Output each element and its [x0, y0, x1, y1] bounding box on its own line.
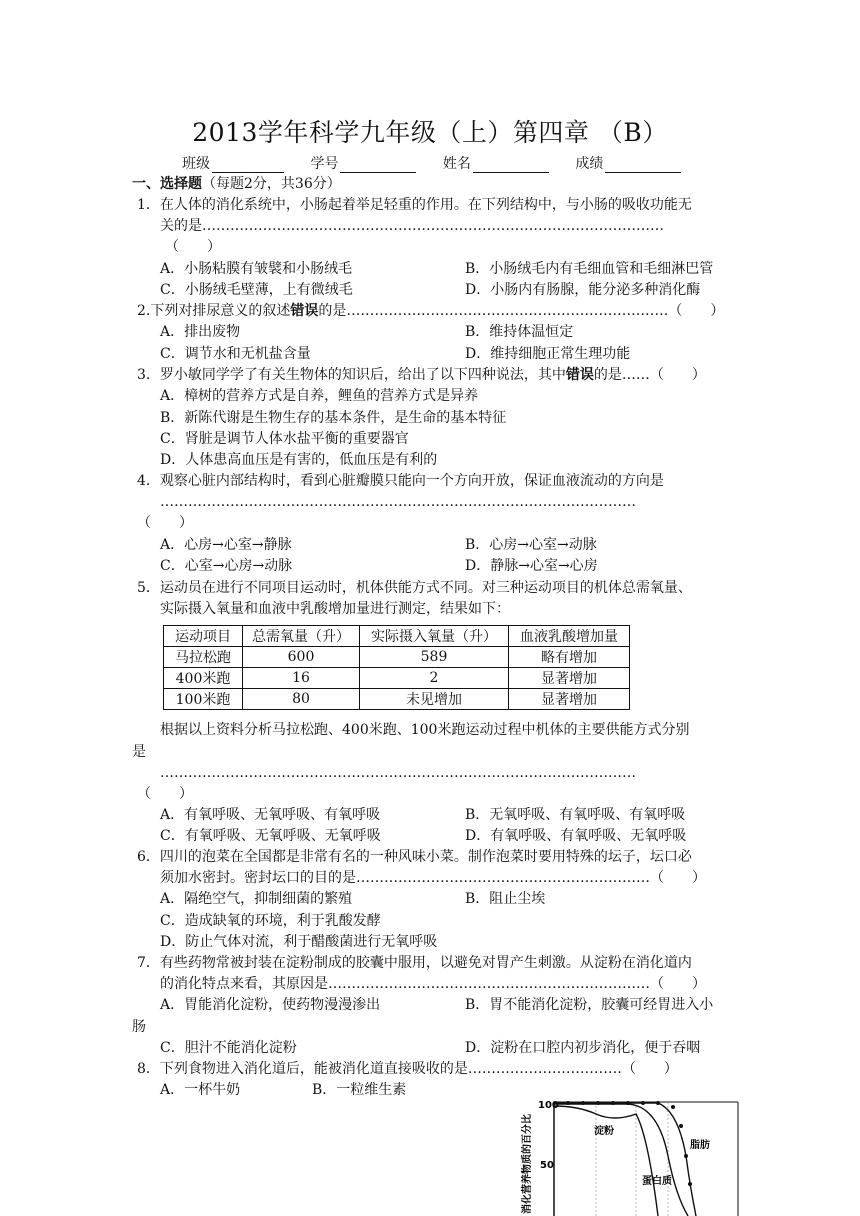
q6-option-c[interactable]: C．造成缺氧的环境，利于乳酸发酵 [160, 913, 381, 929]
fat-marker [684, 1154, 688, 1158]
q3-stem [137, 366, 706, 384]
q5-option-d[interactable]: D．有氧呼吸、有氧呼吸、无氧呼吸 [465, 828, 687, 844]
q3-option-c[interactable]: C．肾脏是调节人体水盐平衡的重要器官 [160, 431, 409, 447]
table-cell: 未见增加 [360, 689, 509, 710]
chart-ylabel: 消化营养物质的百分比 [522, 1114, 533, 1214]
fat-marker [688, 1182, 692, 1186]
table-cell: 100米跑 [164, 689, 243, 710]
q5-answer-bracket: （ ） [137, 786, 193, 802]
q1-option-d[interactable]: D．小肠内有肠腺，能分泌多种消化酶 [465, 282, 701, 298]
q4-stem-line1: 4．观察心脏内部结构时，看到心脏瓣膜只能向一个方向开放，保证血液流动的方向是 [137, 473, 664, 489]
section-title: 一、选择题 [132, 176, 202, 192]
class-blank[interactable] [212, 158, 284, 173]
q1-stem-line1: 1．在人体的消化系统中，小肠起着举足轻重的作用。在下列结构中，与小肠的吸收功能无 [137, 197, 692, 213]
q6-option-a[interactable]: A．隔绝空气，抑制细菌的繁殖 [160, 891, 353, 907]
q1-option-a[interactable]: A．小肠粘膜有皱襞和小肠绒毛 [160, 261, 353, 277]
table-header-cell: 总需氧量（升） [243, 626, 360, 647]
fat-label: 脂肪 [690, 1140, 710, 1151]
q7-option-d[interactable]: D．淀粉在口腔内初步消化，便于吞咽 [465, 1040, 701, 1056]
table-cell: 16 [243, 668, 360, 689]
name-blank[interactable] [473, 158, 549, 173]
starch-label: 淀粉 [594, 1126, 614, 1137]
score-label: 成绩 [575, 156, 604, 172]
fat-marker [671, 1105, 675, 1109]
q5-after-line2: 是 [132, 744, 146, 760]
table-cell: 显著增加 [509, 668, 630, 689]
q7-option-a[interactable]: A．胃能消化淀粉，使药物漫漫渗出 [160, 997, 381, 1013]
q5-stem-line1: 5．运动员在进行不同项目运动时，机体供能方式不同。对三种运动项目的机体总需氧量、 [137, 580, 692, 596]
q4-option-b[interactable]: B．心房→心室→动脉 [465, 537, 597, 553]
class-label: 班级 [182, 156, 210, 172]
q5-option-c[interactable]: C．有氧呼吸、无氧呼吸、无氧呼吸 [160, 828, 381, 844]
q4-option-c[interactable]: C．心室→心房→动脉 [160, 558, 293, 574]
page-title: 2013学年科学九年级（上）第四章 （B） [192, 118, 668, 147]
table-header-cell: 运动项目 [164, 626, 243, 647]
q7-option-c[interactable]: C．胆汁不能消化淀粉 [160, 1040, 297, 1056]
q8-option-b[interactable]: B．一粒维生素 [312, 1082, 407, 1098]
table-header-cell: 血液乳酸增加量 [509, 626, 630, 647]
q2-option-d[interactable]: D．维持细胞正常生理功能 [465, 346, 631, 362]
table-header-row [164, 626, 630, 647]
q3-stem-pre: 3．罗小敏同学学了有关生物体的知识后，给出了以下四种说法，其中 [137, 367, 566, 383]
section-note: （每题2分，共36分） [202, 176, 341, 192]
q5-after-line3: ………………………………………………………………………………………… [160, 765, 636, 781]
q2-stem-emphasis: 错误 [290, 303, 319, 319]
number-blank[interactable] [340, 158, 416, 173]
q5-data-table [163, 625, 630, 710]
q6-option-d[interactable]: D．防止气体对流，利于醋酸菌进行无氧呼吸 [160, 934, 438, 950]
score-blank[interactable] [605, 158, 681, 173]
q1-option-c[interactable]: C．小肠绒毛壁薄，上有微绒毛 [160, 282, 353, 298]
q1-answer-bracket: （ ） [165, 239, 221, 255]
q5-option-a[interactable]: A．有氧呼吸、无氧呼吸、有氧呼吸 [160, 807, 381, 823]
q5-option-b[interactable]: B．无氧呼吸、有氧呼吸、有氧呼吸 [465, 807, 686, 823]
q2-option-c[interactable]: C．调节水和无机盐含量 [160, 346, 311, 362]
name-label: 姓名 [442, 156, 471, 172]
table-cell: 400米跑 [164, 668, 243, 689]
q6-stem-line1: 6．四川的泡菜在全国都是非常有名的一种风味小菜。制作泡菜时要用特殊的坛子，坛口必 [137, 849, 692, 865]
q3-stem-emphasis: 错误 [565, 367, 594, 383]
q2-stem-pre: 2.下列对排尿意义的叙述 [137, 303, 291, 319]
q4-stem-line2: ………………………………………………………………………………………… [160, 494, 636, 510]
q4-option-d[interactable]: D．静脉→心室→心房 [465, 558, 598, 574]
table-row [164, 689, 630, 710]
q7-option-b[interactable]: B．胃不能消化淀粉，胶囊可经胃进入小 [465, 997, 714, 1013]
digestion-chart [518, 1096, 748, 1216]
q5-after-line1: 根据以上资料分析马拉松跑、400米跑、100米跑运动过程中机体的主要供能方式分别 [160, 722, 690, 738]
q8-option-a[interactable]: A．一杯牛奶 [160, 1082, 241, 1098]
table-cell: 589 [360, 647, 509, 668]
table-row [164, 668, 630, 689]
table-header-cell: 实际摄入氧量（升） [360, 626, 509, 647]
fat-curve [554, 1103, 696, 1216]
student-info-row [182, 153, 681, 173]
fat-curve-markers [566, 1101, 692, 1186]
q2-option-a[interactable]: A．排出废物 [160, 324, 241, 340]
q3-option-d[interactable]: D．人体患高血压是有害的，低血压是有利的 [160, 452, 438, 468]
table-cell: 显著增加 [509, 689, 630, 710]
table-row [164, 647, 630, 668]
table-cell: 马拉松跑 [164, 647, 243, 668]
chart-ylabel-group [520, 1114, 533, 1214]
q2-option-b[interactable]: B．维持体温恒定 [465, 324, 574, 340]
q2-stem-post: 的是……………………………………………………………（ ） [318, 303, 725, 319]
protein-label: 蛋白质 [642, 1176, 672, 1187]
table-cell: 2 [360, 668, 509, 689]
q4-option-a[interactable]: A．心房→心室→静脉 [160, 537, 292, 553]
table-cell: 600 [243, 647, 360, 668]
q4-answer-bracket: （ ） [137, 515, 193, 531]
q3-stem-post: 的是……（ ） [593, 367, 706, 383]
y-tick-50: 50 [540, 1160, 554, 1171]
q7-stem-line2: 的消化特点来看，其原因是……………………………………………………………（ ） [160, 976, 706, 992]
q5-stem-line2: 实际摄入氧量和血液中乳酸增加量进行测定，结果如下： [160, 601, 510, 617]
q1-stem-line2: 关的是……………………………………………………………………………………… [160, 218, 664, 234]
fat-marker [679, 1124, 683, 1128]
y-tick-100: 100 [538, 1100, 559, 1111]
q6-stem-line2: 须加水密封。密封坛口的目的是………………………………………………………（ ） [160, 870, 706, 886]
table-cell: 略有增加 [509, 647, 630, 668]
q7-option-b-wrap: 肠 [132, 1019, 146, 1035]
section-heading [132, 175, 341, 193]
q3-option-a[interactable]: A．樟树的营养方式是自养，鲤鱼的营养方式是异养 [160, 388, 479, 404]
q2-stem [137, 302, 724, 320]
fat-marker [641, 1101, 645, 1105]
q1-option-b[interactable]: B．小肠绒毛内有毛细血管和毛细淋巴管 [465, 261, 714, 277]
table-cell: 80 [243, 689, 360, 710]
fat-marker [656, 1101, 660, 1105]
number-label: 学号 [310, 156, 339, 172]
q6-option-b[interactable]: B．阻止尘埃 [465, 891, 546, 907]
q8-stem: 8．下列食物进入消化道后，能被消化道直接吸收的是……………………………（ ） [137, 1061, 678, 1077]
q3-option-b[interactable]: B．新陈代谢是生物生存的基本条件，是生命的基本特征 [160, 410, 507, 426]
q7-stem-line1: 7．有些药物常被封装在淀粉制成的胶囊中服用，以避免对胃产生刺激。从淀粉在消化道内 [137, 955, 692, 971]
starch-curve [554, 1106, 658, 1216]
